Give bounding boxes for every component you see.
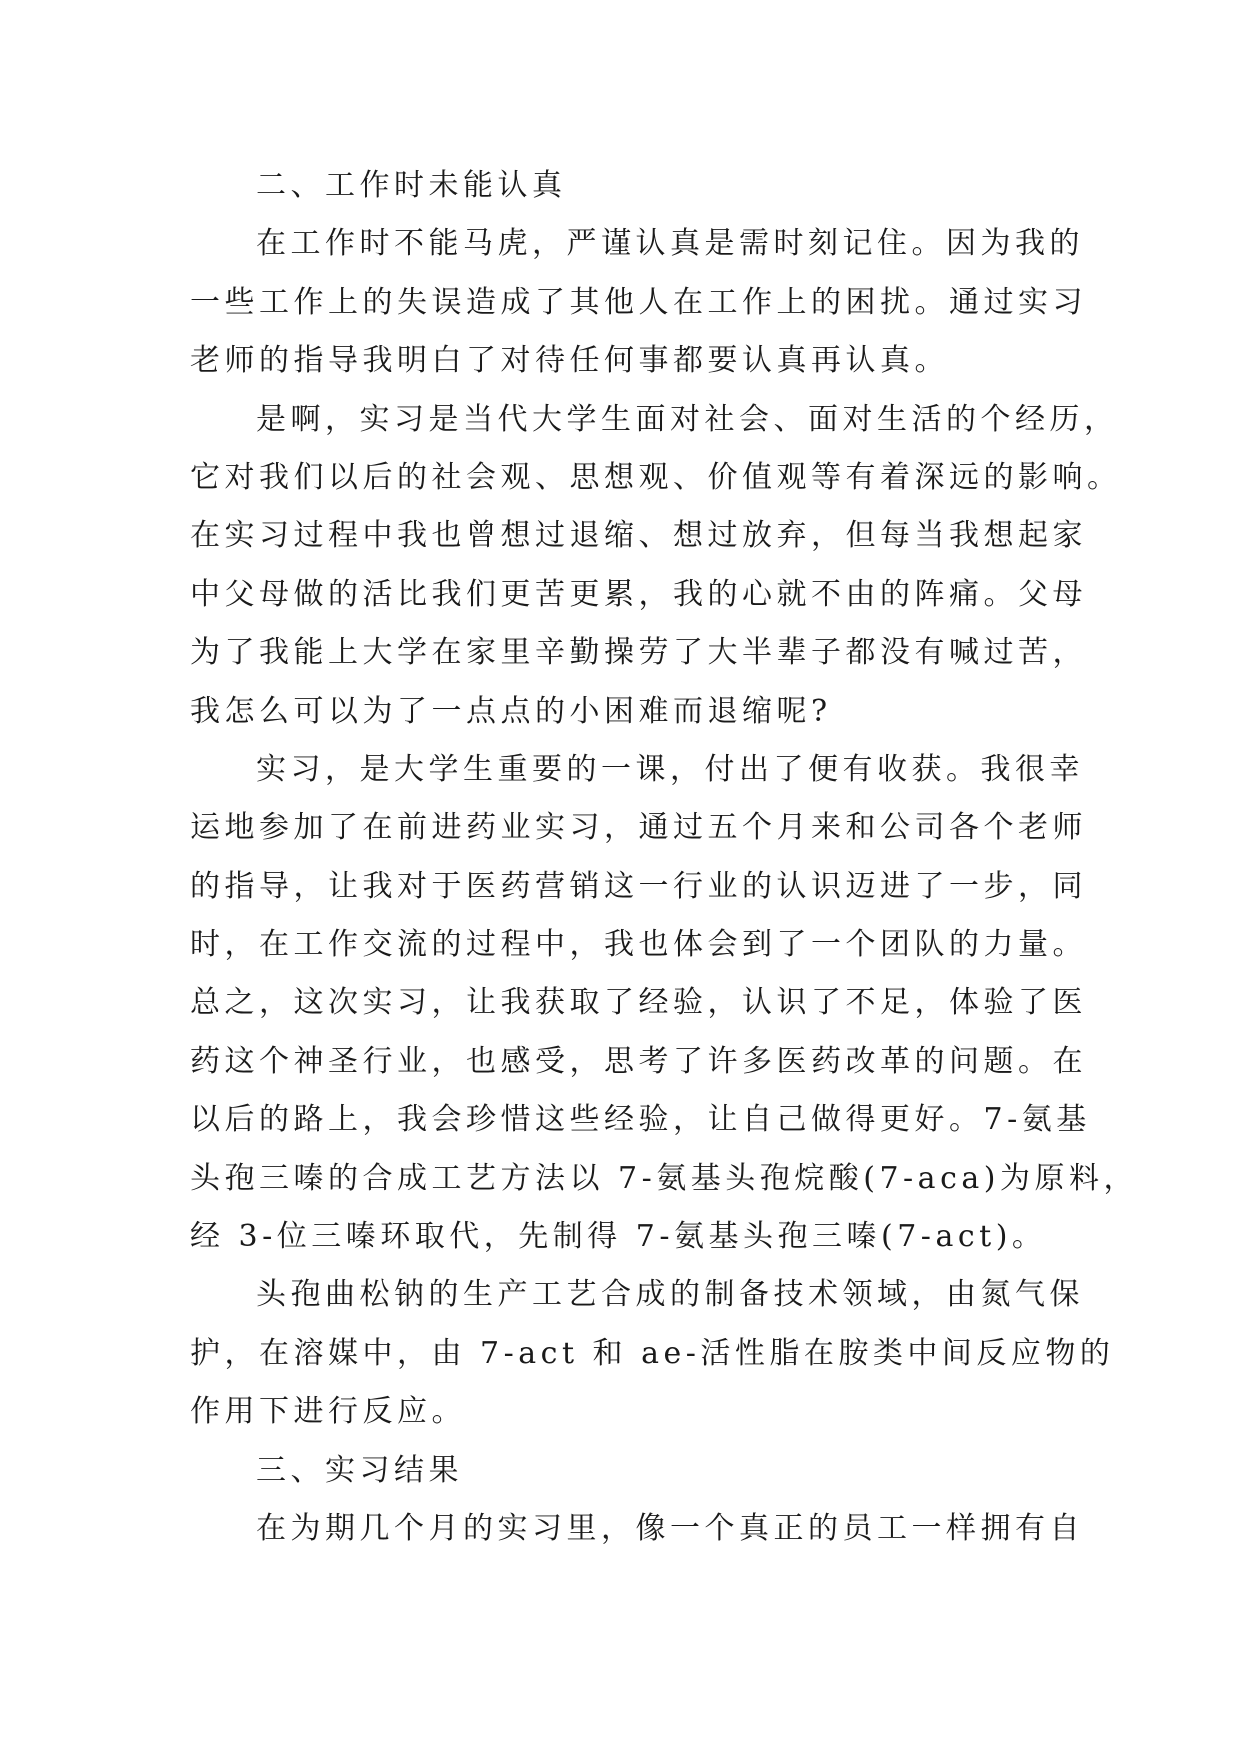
- paragraph-line: 一些工作上的失误造成了其他人在工作上的困扰。通过实习: [190, 284, 1087, 320]
- paragraph-line: 运地参加了在前进药业实习，通过五个月来和公司各个老师: [190, 810, 1087, 846]
- paragraph-line: 我怎么可以为了一点点的小困难而退缩呢?: [190, 693, 832, 729]
- paragraph-line: 的指导，让我对于医药营销这一行业的认识迈进了一步，同: [190, 868, 1087, 904]
- paragraph-line: 头孢三嗪的合成工艺方法以 7-氨基头孢烷酸(7-aca)为原料，: [190, 1160, 1138, 1196]
- paragraph-line: 中父母做的活比我们更苦更累，我的心就不由的阵痛。父母: [190, 576, 1087, 612]
- paragraph-line: 是啊，实习是当代大学生面对社会、面对生活的个经历，: [256, 401, 1119, 437]
- paragraph-line: 护，在溶媒中，由 7-act 和 ae-活性脂在胺类中间反应物的: [190, 1335, 1115, 1371]
- paragraph-line: 以后的路上，我会珍惜这些经验，让自己做得更好。7-氨基: [190, 1102, 1091, 1138]
- paragraph-line: 在为期几个月的实习里，像一个真正的员工一样拥有自: [256, 1510, 1084, 1546]
- paragraph-line: 时，在工作交流的过程中，我也体会到了一个团队的力量。: [190, 927, 1087, 963]
- paragraph-line: 老师的指导我明白了对待任何事都要认真再认真。: [190, 343, 949, 379]
- paragraph-line: 在实习过程中我也曾想过退缩、想过放弃，但每当我想起家: [190, 518, 1087, 554]
- paragraph-line: 它对我们以后的社会观、思想观、价值观等有着深远的影响。: [190, 459, 1122, 495]
- paragraph-line: 头孢曲松钠的生产工艺合成的制备技术领域，由氮气保: [256, 1277, 1084, 1313]
- paragraph-line: 作用下进行反应。: [190, 1394, 466, 1430]
- section-heading: 二、工作时未能认真: [256, 168, 567, 203]
- paragraph-line: 为了我能上大学在家里辛勤操劳了大半辈子都没有喊过苦，: [190, 635, 1087, 671]
- paragraph-line: 实习，是大学生重要的一课，付出了便有收获。我很幸: [256, 751, 1084, 787]
- document-body: [190, 157, 1138, 1558]
- paragraph-line: 经 3-位三嗪环取代，先制得 7-氨基头孢三嗪(7-act)。: [190, 1219, 1047, 1255]
- paragraph-line: 总之，这次实习，让我获取了经验，认识了不足，体验了医: [190, 985, 1087, 1021]
- paragraph-line: 在工作时不能马虎，严谨认真是需时刻记住。因为我的: [256, 226, 1084, 262]
- paragraph-line: 药这个神圣行业，也感受，思考了许多医药改革的问题。在: [190, 1043, 1087, 1079]
- section-heading: 三、实习结果: [256, 1452, 463, 1488]
